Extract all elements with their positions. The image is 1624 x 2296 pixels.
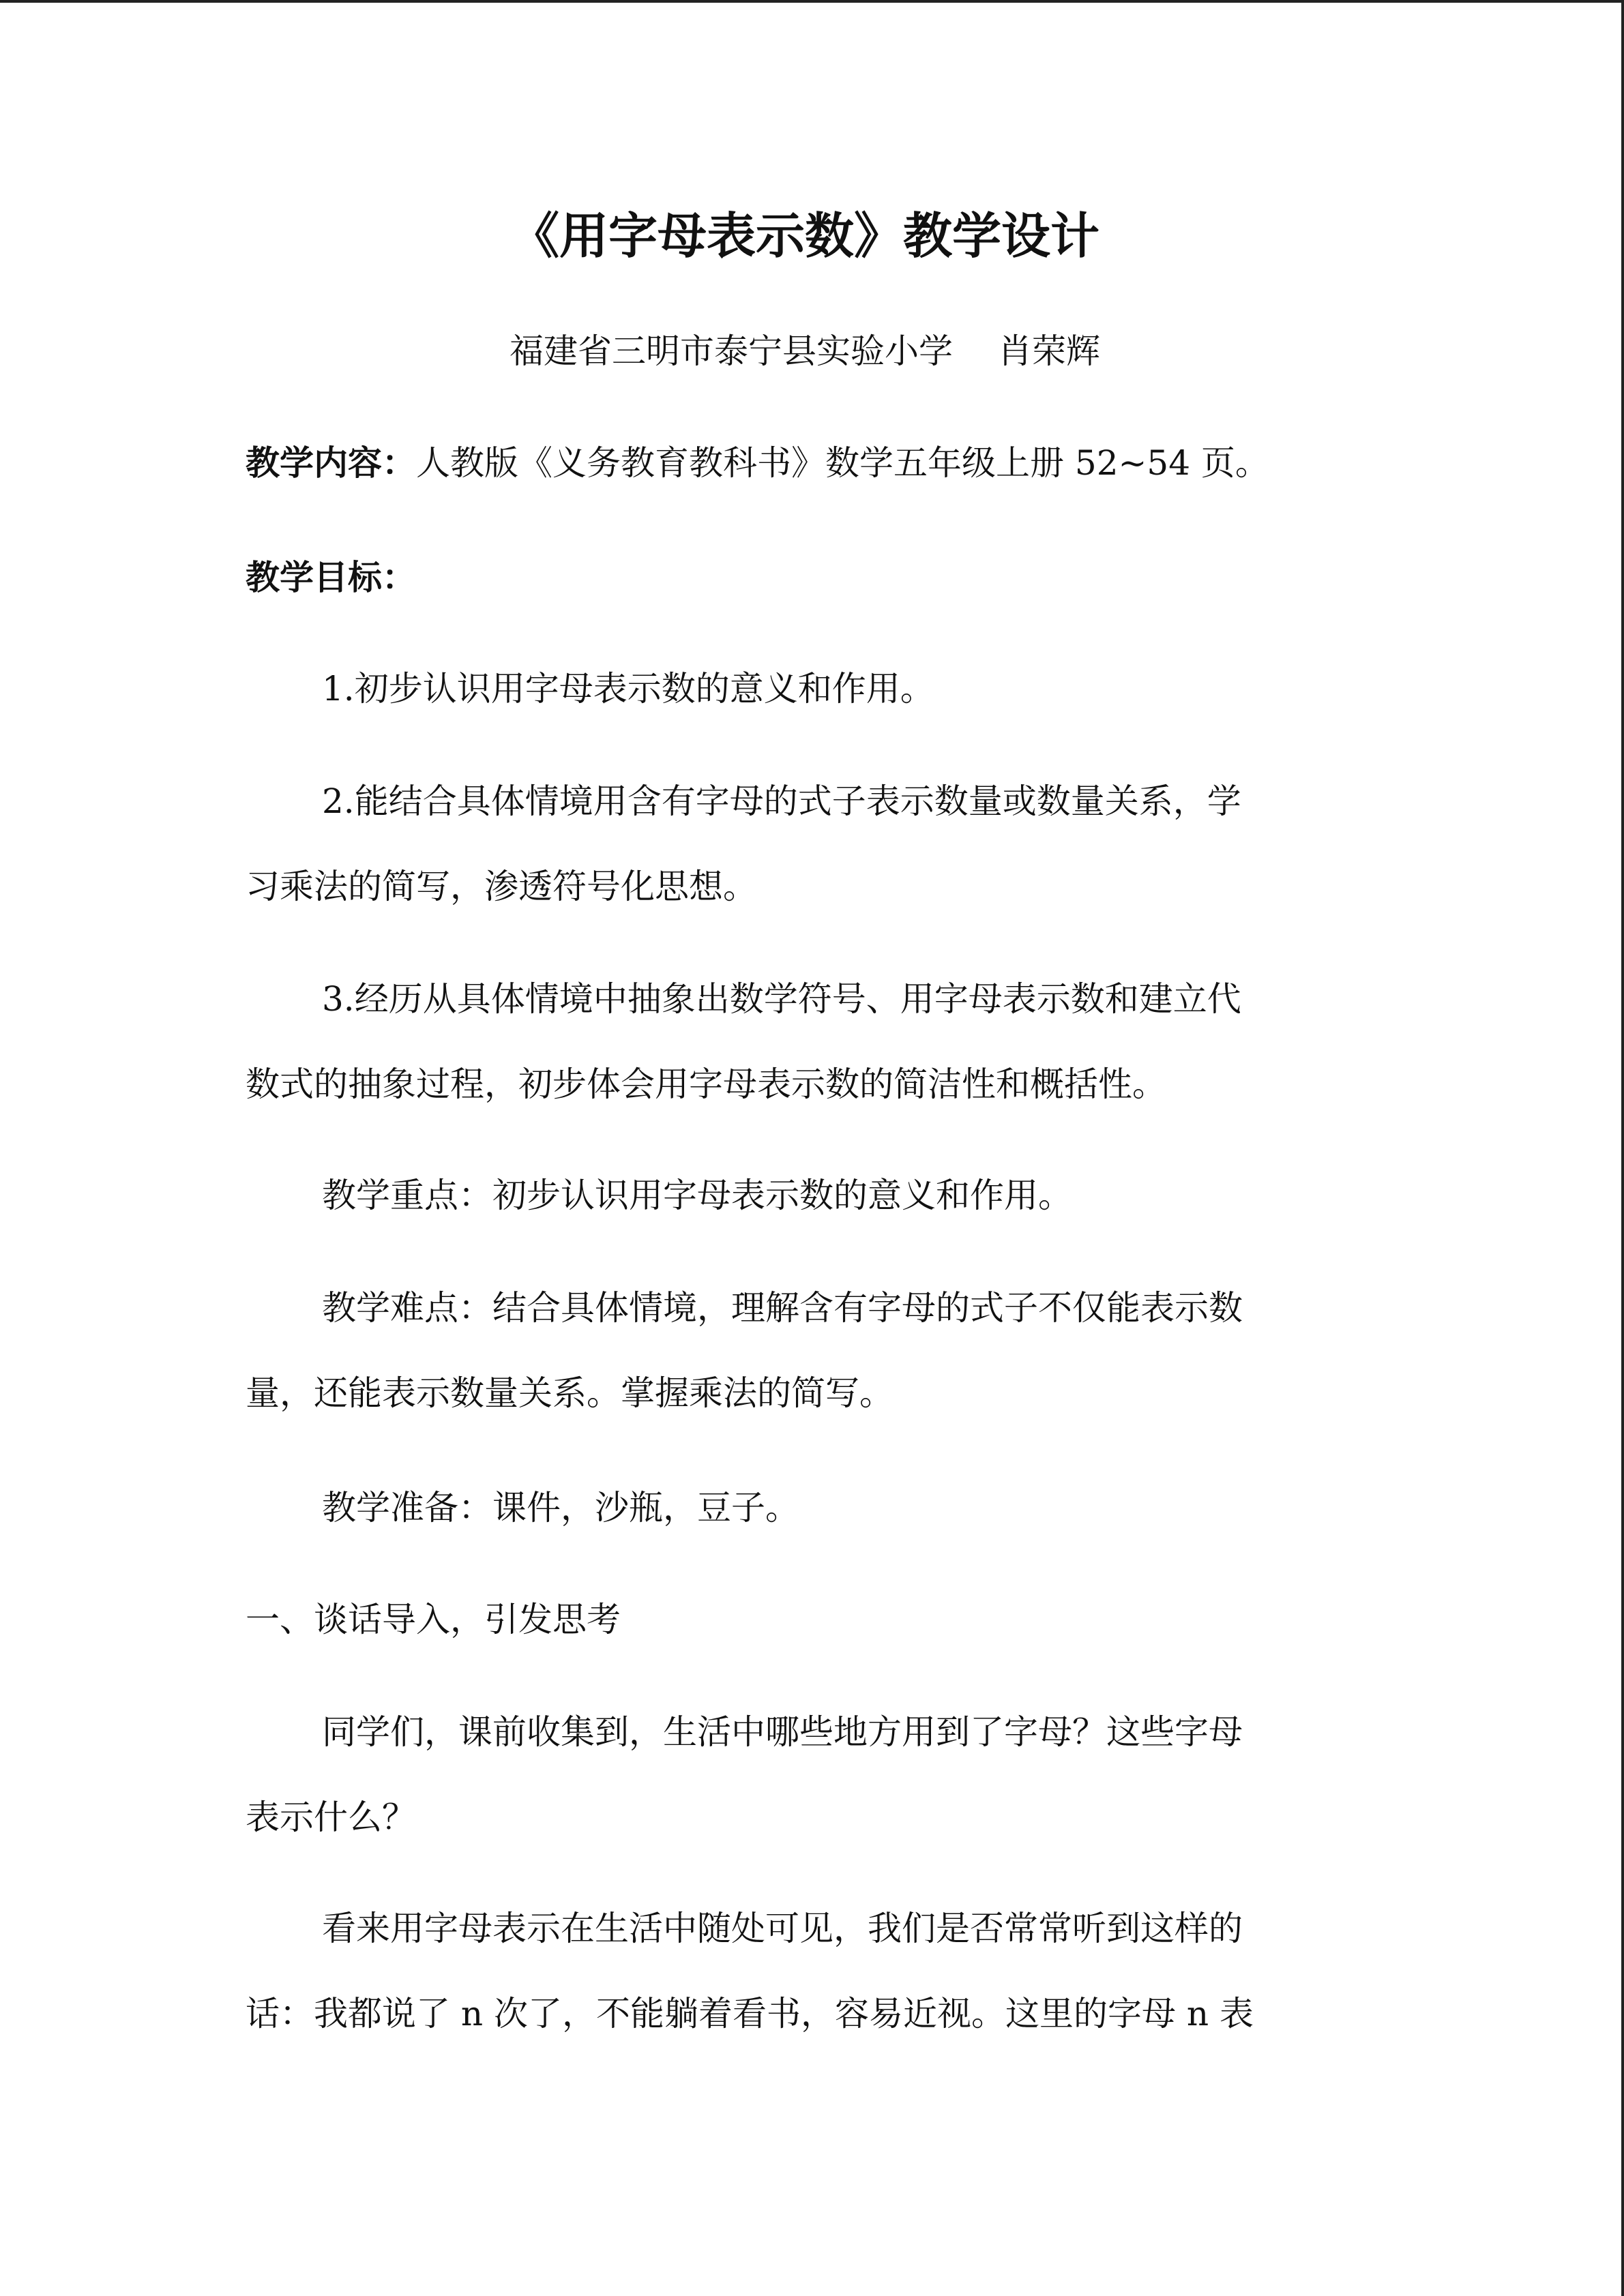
preparation: 教学准备：课件，沙瓶，豆子。 [322, 1488, 799, 1527]
objective-2-line-2: 习乘法的简写，渗透符号化思想。 [246, 867, 757, 906]
paragraph-2-line-1: 看来用字母表示在生活中随处可见，我们是否常常听到这样的 [322, 1909, 1243, 1948]
objective-2-line-1: 2.能结合具体情境用含有字母的式子表示数量或数量关系，学 [322, 781, 1241, 821]
objective-3-line-1: 3.经历从具体情境中抽象出数学符号、用字母表示数和建立代 [322, 979, 1241, 1019]
objective-1: 1.初步认识用字母表示数的意义和作用。 [322, 669, 934, 709]
page-border-top [0, 0, 1624, 3]
objective-3-line-2: 数式的抽象过程，初步体会用字母表示数的简洁性和概括性。 [246, 1064, 1166, 1104]
teaching-content-label: 教学内容： [246, 443, 416, 483]
difficulty-line-1: 教学难点：结合具体情境，理解含有字母的式子不仅能表示数 [322, 1288, 1243, 1328]
document-title: 《用字母表示数》教学设计 [510, 207, 1099, 265]
paragraph-1-line-1: 同学们，课前收集到，生活中哪些地方用到了字母？这些字母 [322, 1712, 1243, 1752]
paragraph-1-line-2: 表示什么？ [246, 1798, 416, 1837]
teaching-content [246, 439, 1269, 487]
objectives-label: 教学目标： [246, 558, 416, 597]
teaching-content-text: 人教版《义务教育教科书》数学五年级上册 52~54 页。 [416, 443, 1269, 483]
page-border-right [1621, 0, 1624, 2296]
author-line: 福建省三明市泰宁县实验小学 肖荣辉 [510, 331, 1100, 371]
paragraph-2-line-2: 话：我都说了 n 次了，不能躺着看书，容易近视。这里的字母 n 表 [246, 1994, 1254, 2033]
key-point: 教学重点：初步认识用字母表示数的意义和作用。 [322, 1176, 1072, 1215]
section-1-heading: 一、谈话导入，引发思考 [246, 1600, 621, 1639]
difficulty-line-2: 量，还能表示数量关系。掌握乘法的简写。 [246, 1373, 894, 1413]
